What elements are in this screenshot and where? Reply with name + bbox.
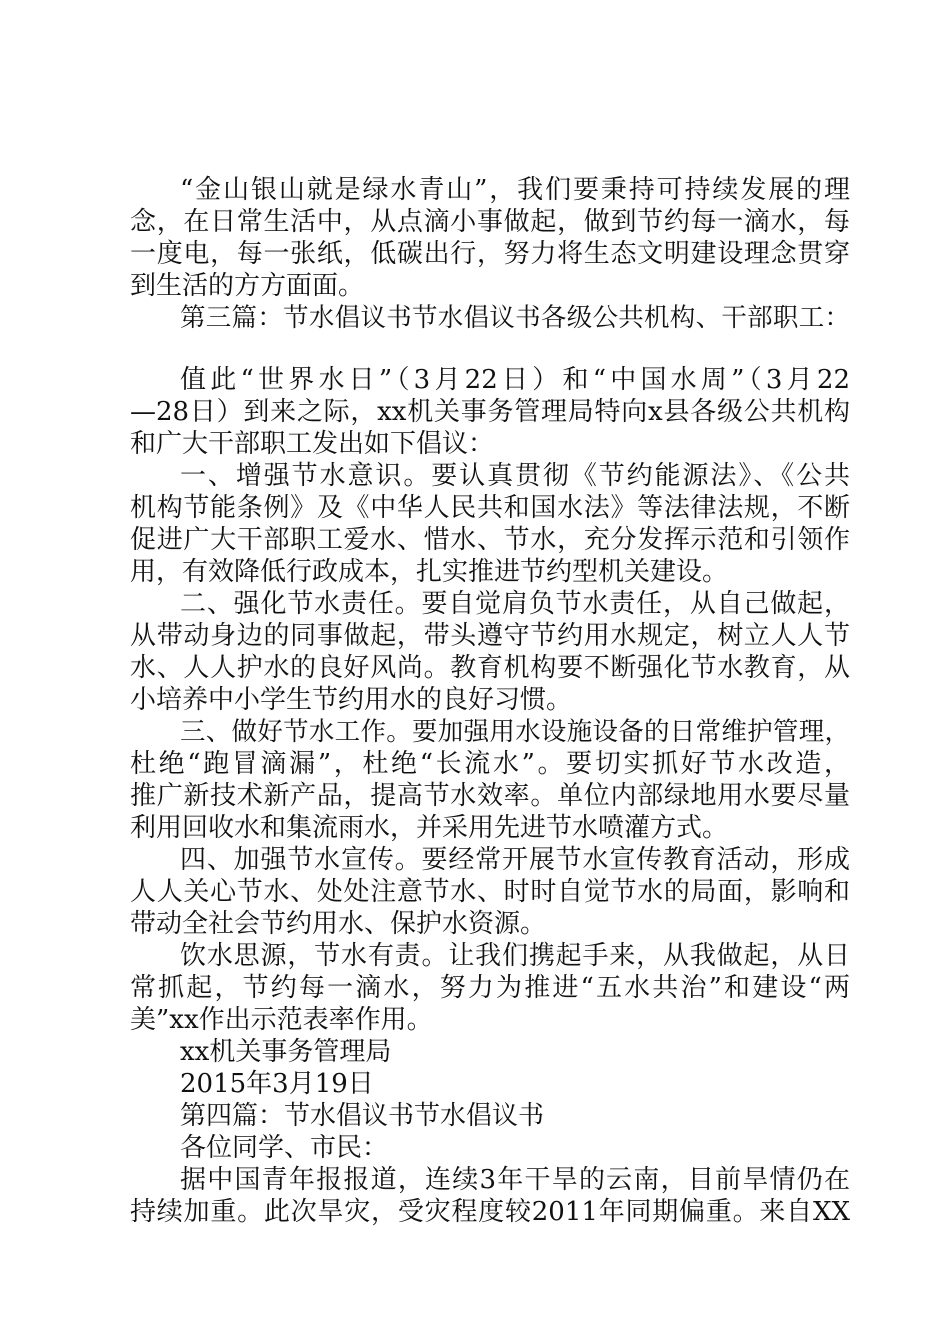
text-line: 一度电，每一张纸，低碳出行，努力将生态文明建设理念贯穿 bbox=[130, 239, 850, 269]
salutation: 各位同学、市民： bbox=[180, 1133, 389, 1163]
text-line: 杜绝“跑冒滴漏”，杜绝“长流水”。要切实抓好节水改造， bbox=[130, 749, 850, 779]
text-line: 促进广大干部职工爱水、惜水、节水，充分发挥示范和引领作 bbox=[130, 525, 850, 555]
text-line: 三、做好节水工作。要加强用水设施设备的日常维护管理， bbox=[180, 717, 850, 747]
text-line: 小培养中小学生节约用水的良好习惯。 bbox=[130, 685, 573, 715]
text-line: 和广大干部职工发出如下倡议： bbox=[130, 429, 495, 459]
text-line: 持续加重。此次旱灾，受灾程度较2011年同期偏重。来自XX bbox=[130, 1197, 850, 1227]
text-line: 用，有效降低行政成本，扎实推进节约型机关建设。 bbox=[130, 557, 729, 587]
text-line: 饮水思源，节水有责。让我们携起手来，从我做起，从日 bbox=[180, 941, 850, 971]
text-line: 美”xx作出示范表率作用。 bbox=[130, 1005, 433, 1035]
text-line: 从带动身边的同事做起，带头遵守节约用水规定，树立人人节 bbox=[130, 621, 850, 651]
text-line: 值此“世界水日”（3月22日）和“中国水周”（3月22 bbox=[180, 365, 850, 395]
text-line: 四、加强节水宣传。要经常开展节水宣传教育活动，形成 bbox=[180, 845, 850, 875]
text-line: 二、强化节水责任。要自觉肩负节水责任，从自己做起， bbox=[180, 589, 850, 619]
text-line: —28日）到来之际，xx机关事务管理局特向x县各级公共机构 bbox=[130, 397, 850, 427]
text-line: 念，在日常生活中，从点滴小事做起，做到节约每一滴水，每 bbox=[130, 207, 850, 237]
text-line: 到生活的方方面面。 bbox=[130, 271, 365, 301]
text-line: 常抓起，节约每一滴水，努力为推进“五水共治”和建设“两 bbox=[130, 973, 850, 1003]
section-heading: 第三篇：节水倡议书节水倡议书各级公共机构、干部职工： bbox=[180, 303, 850, 333]
text-line: 机构节能条例》及《中华人民共和国水法》等法律法规，不断 bbox=[130, 493, 850, 523]
section-heading: 第四篇：节水倡议书节水倡议书 bbox=[180, 1101, 545, 1131]
signature-org: xx机关事务管理局 bbox=[180, 1037, 392, 1067]
text-line: 一、增强节水意识。要认真贯彻《节约能源法》、《公共 bbox=[180, 461, 850, 491]
text-line: 利用回收水和集流雨水，并采用先进节水喷灌方式。 bbox=[130, 813, 729, 843]
text-line: 推广新技术新产品，提高节水效率。单位内部绿地用水要尽量 bbox=[130, 781, 850, 811]
text-line: 带动全社会节约用水、保护水资源。 bbox=[130, 909, 547, 939]
text-line: 人人关心节水、处处注意节水、时时自觉节水的局面，影响和 bbox=[130, 877, 850, 907]
signature-date: 2015年3月19日 bbox=[180, 1069, 374, 1099]
text-line: “金山银山就是绿水青山”，我们要秉持可持续发展的理 bbox=[180, 175, 850, 205]
text-line: 据中国青年报报道，连续3年干旱的云南，目前旱情仍在 bbox=[180, 1165, 850, 1195]
text-line: 水、人人护水的良好风尚。教育机构要不断强化节水教育，从 bbox=[130, 653, 850, 683]
